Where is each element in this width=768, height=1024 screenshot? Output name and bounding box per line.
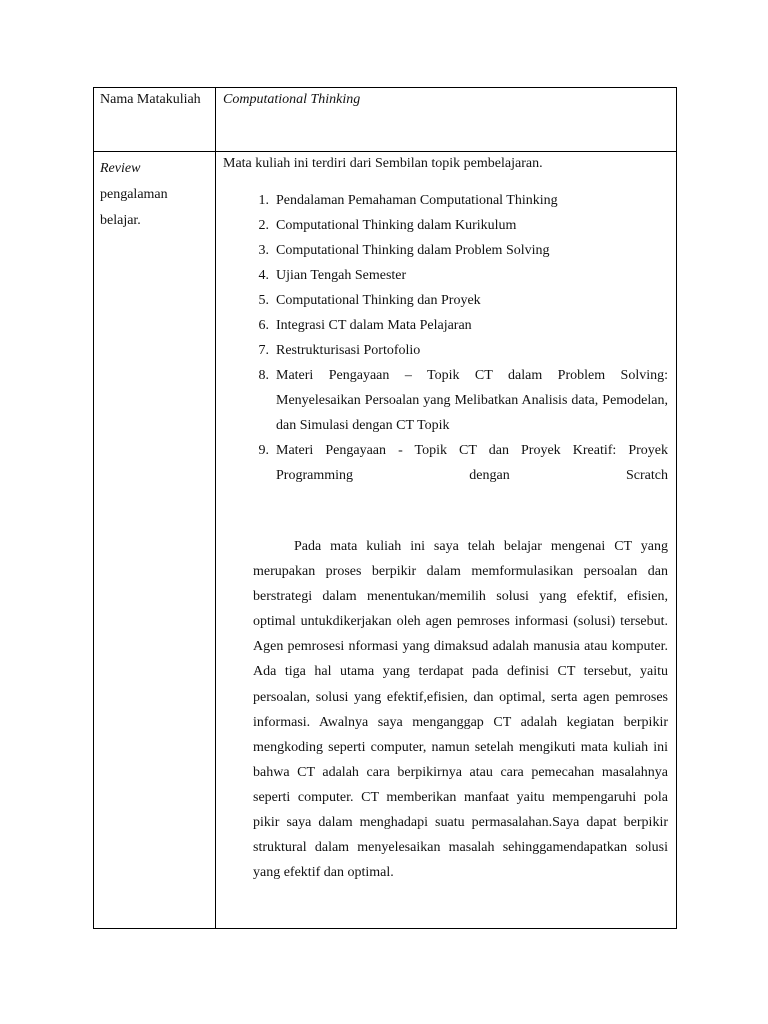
list-item: [223, 188, 668, 213]
list-item-text: Materi Pengayaan – Topik CT dalam Problem Solving: Menyelesaikan Persoalan yang Melibatkan Analisis data, Pemodelan, dan Simulasi dengan CT Topik: [276, 368, 668, 433]
list-item-number: 1.: [258, 193, 269, 208]
topics-list: [223, 188, 668, 488]
list-item-number: 2.: [258, 218, 269, 233]
list-item-text: Computational Thinking dalam Problem Solving: [276, 243, 550, 258]
course-name-label-cell: [94, 88, 216, 152]
list-item: [223, 213, 668, 238]
course-name-label: Nama Matakuliah: [100, 92, 201, 107]
course-name-row: [94, 88, 677, 152]
list-item-number: 5.: [258, 293, 269, 308]
list-item-text: Computational Thinking dan Proyek: [276, 293, 481, 308]
list-item: [223, 288, 668, 313]
list-item-number: 8.: [258, 368, 269, 383]
review-content-cell: [216, 152, 677, 929]
list-item-text: Materi Pengayaan - Topik CT dan Proyek Kreatif: Proyek Programming dengan Scratch: [276, 443, 668, 483]
learning-review-row: [94, 152, 677, 929]
topics-intro: Mata kuliah ini terdiri dari Sembilan topik pembelajaran.: [223, 156, 543, 171]
course-review-table: [93, 87, 677, 929]
list-item: [223, 363, 668, 438]
list-item-number: 6.: [258, 318, 269, 333]
review-label: [94, 152, 215, 234]
list-item-text: Restrukturisasi Portofolio: [276, 343, 421, 358]
list-item-text: Ujian Tengah Semester: [276, 268, 407, 283]
list-item-number: 7.: [258, 343, 269, 358]
list-item: [223, 338, 668, 363]
list-item-text: Computational Thinking dalam Kurikulum: [276, 218, 517, 233]
list-item-text: Pendalaman Pemahaman Computational Thinking: [276, 193, 558, 208]
list-item: [223, 313, 668, 338]
reflection-paragraph: Pada mata kuliah ini saya telah belajar mengenai CT yang merupakan proses berpikir dalam memformulasikan persoalan dan berstrategi dalam menentukan/memilih solusi yang efektif, efisien, optimal untukdikerjakan oleh agen pemroses informasi (solusi) tersebut. Agen pemrosesi nformasi yang dimaksud adalah manusia atau komputer. Ada tiga hal utama yang terdapat pada definisi CT tersebut, yaitu persoalan, solusi yang efektif,efisien, dan optimal, serta agen pemroses informasi. Awalnya saya menganggap CT adalah kegiatan berpikir mengkoding seperti computer, namun setelah mengikuti mata kuliah ini bahwa CT adalah cara berpikirnya atau cara pemecahan masalahnya seperti computer. CT memberikan manfaat yaitu mempengaruhi pola pikir saya dalam menghadapi suatu permasalahan.Saya dapat berpikir struktural dalam menyelesaikan masalah sehinggamendapatkan solusi yang efektif dan optimal.: [253, 539, 668, 881]
list-item-number: 3.: [258, 243, 269, 258]
list-item: [223, 438, 668, 488]
course-name-value-cell: [216, 88, 677, 152]
course-name-value: Computational Thinking: [223, 92, 361, 107]
review-content: [216, 155, 676, 885]
review-label-cell: [94, 152, 216, 929]
list-item-number: 9.: [258, 443, 269, 458]
list-item: [223, 238, 668, 263]
review-label-line-3: belajar.: [100, 213, 141, 228]
review-label-line-1: Review: [100, 161, 141, 176]
list-item: [223, 263, 668, 288]
list-item-text: Integrasi CT dalam Mata Pelajaran: [276, 318, 472, 333]
list-item-number: 4.: [258, 268, 269, 283]
review-label-line-2: pengalaman: [100, 187, 168, 202]
